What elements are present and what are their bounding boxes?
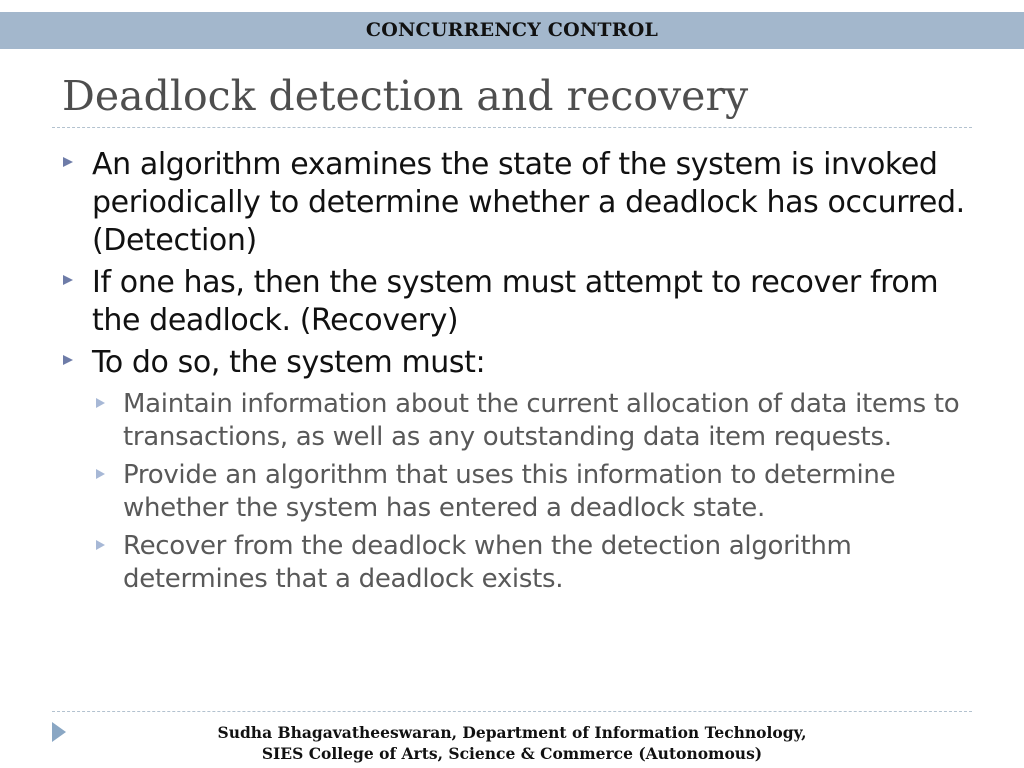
bullet-list — [58, 146, 968, 382]
triangle-right-icon — [96, 398, 105, 408]
footer-credits — [0, 722, 1024, 764]
footer-line-author: Sudha Bhagavatheeswaran, Department of Information Technology, — [217, 723, 807, 742]
bullet-text: To do so, the system must: — [92, 345, 486, 380]
triangle-right-icon — [63, 157, 73, 167]
sub-bullet-item — [58, 459, 968, 525]
bullet-item — [58, 146, 968, 260]
sub-bullet-text: Provide an algorithm that uses this information to determine whether the system has entered a deadlock state. — [123, 460, 896, 523]
bullet-item — [58, 264, 968, 340]
sub-bullet-item — [58, 388, 968, 454]
footer-divider — [52, 711, 972, 712]
slide-title: Deadlock detection and recovery — [62, 72, 749, 120]
footer-line-institution: SIES College of Arts, Science & Commerce (Autonomous) — [261, 744, 763, 763]
triangle-right-icon — [96, 540, 105, 550]
sub-bullet-text: Recover from the deadlock when the detection algorithm determines that a deadlock exists. — [123, 531, 852, 594]
sub-bullet-text: Maintain information about the current allocation of data items to transactions, as well as any outstanding data item requests. — [123, 389, 960, 452]
bullet-item — [58, 344, 968, 382]
bullet-text: An algorithm examines the state of the system is invoked periodically to determine whether a deadlock has occurred. (Detection) — [92, 147, 965, 258]
sub-bullet-item — [58, 530, 968, 596]
bullet-text: If one has, then the system must attempt to recover from the deadlock. (Recovery) — [92, 265, 939, 338]
title-divider — [52, 127, 972, 128]
triangle-right-icon — [63, 355, 73, 365]
sub-bullet-list — [58, 388, 968, 596]
header-title: CONCURRENCY CONTROL — [365, 19, 659, 41]
triangle-right-icon — [63, 275, 73, 285]
slide-content — [58, 146, 968, 601]
triangle-right-icon — [96, 469, 105, 479]
